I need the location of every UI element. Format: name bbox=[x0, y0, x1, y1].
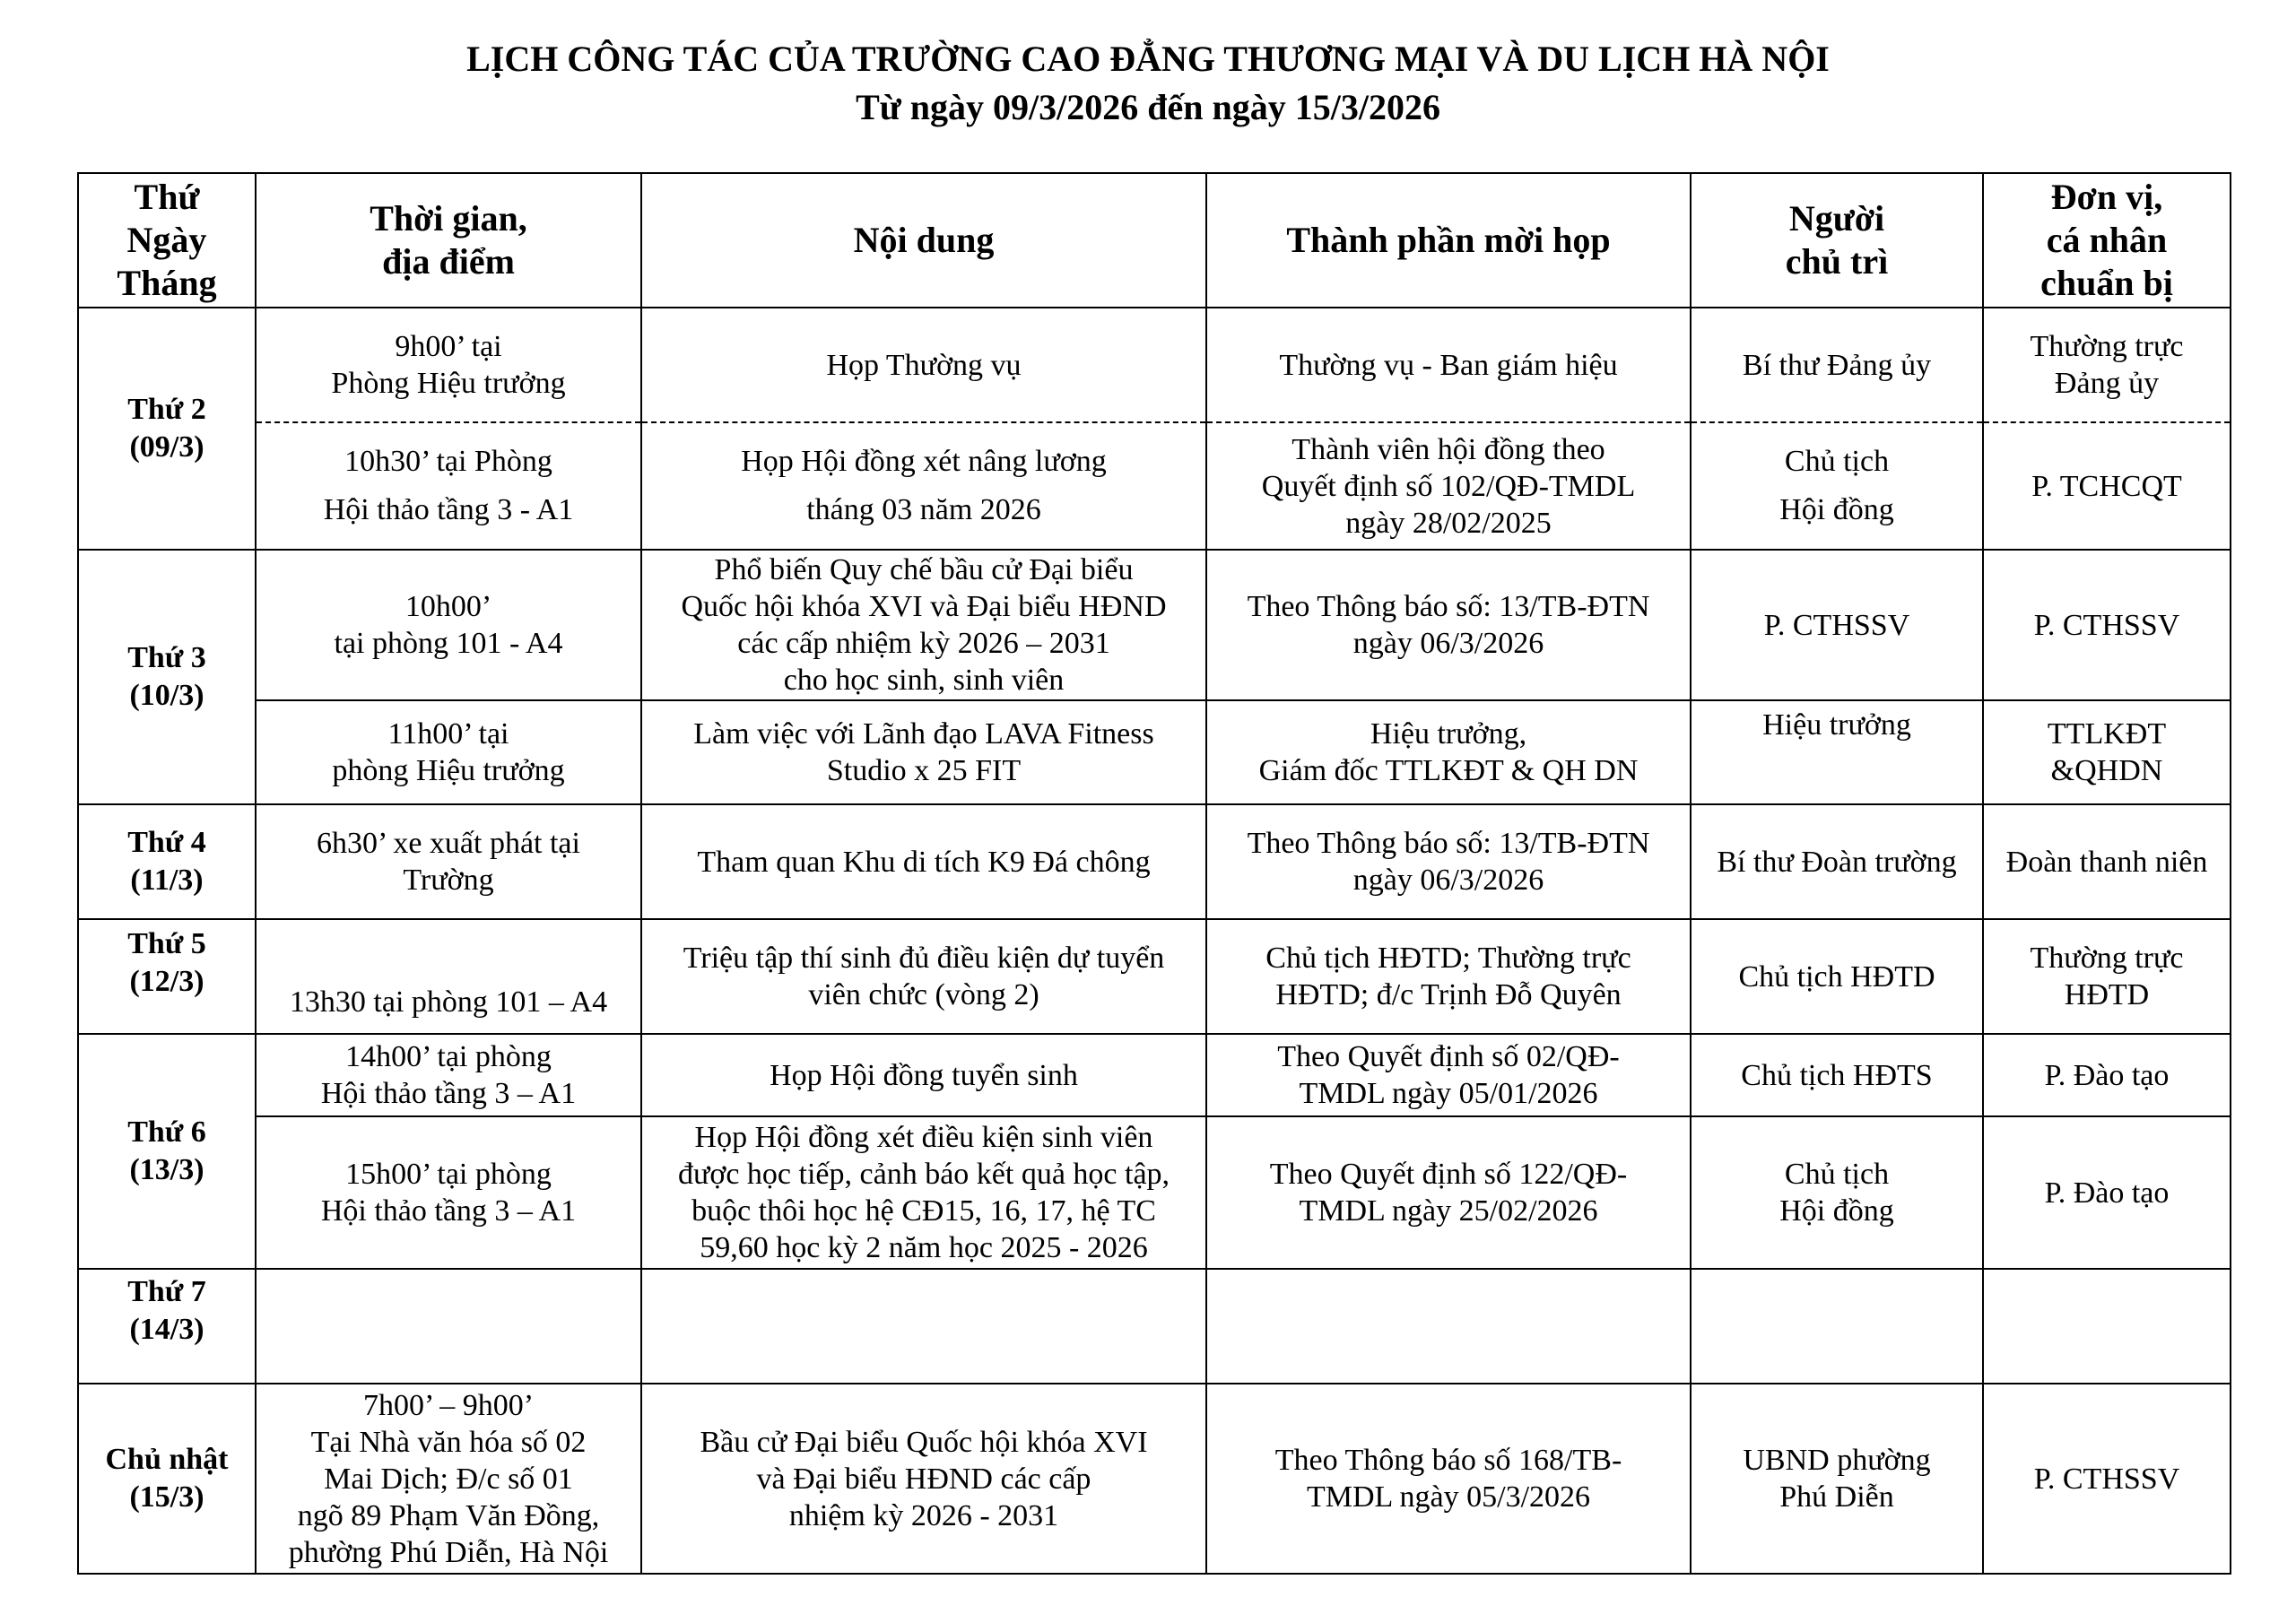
attendees-cell: Theo Thông báo số: 13/TB-ĐTN ngày 06/3/2026 bbox=[1206, 804, 1691, 919]
attendees-cell: Thường vụ - Ban giám hiệu bbox=[1206, 308, 1691, 422]
time-cell bbox=[256, 1269, 641, 1384]
table-row bbox=[78, 1269, 2231, 1384]
prep-cell: Thường trực Đảng ủy bbox=[1983, 308, 2231, 422]
prep-cell: P. CTHSSV bbox=[1983, 1384, 2231, 1574]
prep-cell bbox=[1983, 1269, 2231, 1384]
header-chair: Người chủ trì bbox=[1691, 173, 1983, 308]
day-cell: Thứ 4 (11/3) bbox=[78, 804, 256, 919]
day-cell: Thứ 5 (12/3) bbox=[78, 919, 256, 1034]
table-row bbox=[78, 1034, 2231, 1116]
time-cell: 11h00’ tại phòng Hiệu trưởng bbox=[256, 700, 641, 804]
header-day: Thứ Ngày Tháng bbox=[78, 173, 256, 308]
header-time: Thời gian, địa điểm bbox=[256, 173, 641, 308]
table-row bbox=[78, 700, 2231, 804]
time-cell: 10h30’ tại Phòng Hội thảo tầng 3 - A1 bbox=[256, 422, 641, 550]
chair-cell: Bí thư Đảng ủy bbox=[1691, 308, 1983, 422]
prep-cell: P. Đào tạo bbox=[1983, 1116, 2231, 1269]
prep-cell: P. CTHSSV bbox=[1983, 550, 2231, 700]
chair-cell: Hiệu trưởng bbox=[1691, 700, 1983, 804]
day-cell: Thứ 7 (14/3) bbox=[78, 1269, 256, 1384]
attendees-cell: Theo Quyết định số 122/QĐ- TMDL ngày 25/02/2026 bbox=[1206, 1116, 1691, 1269]
table-row bbox=[78, 550, 2231, 700]
chair-cell: P. CTHSSV bbox=[1691, 550, 1983, 700]
prep-cell: Đoàn thanh niên bbox=[1983, 804, 2231, 919]
table-row bbox=[78, 919, 2231, 1034]
header-prep: Đơn vị, cá nhân chuẩn bị bbox=[1983, 173, 2231, 308]
table-row bbox=[78, 308, 2231, 422]
content-cell: Triệu tập thí sinh đủ điều kiện dự tuyển viên chức (vòng 2) bbox=[641, 919, 1206, 1034]
attendees-cell: Theo Quyết định số 02/QĐ- TMDL ngày 05/01/2026 bbox=[1206, 1034, 1691, 1116]
prep-cell: P. Đào tạo bbox=[1983, 1034, 2231, 1116]
attendees-cell: Chủ tịch HĐTD; Thường trực HĐTD; đ/c Trịnh Đỗ Quyên bbox=[1206, 919, 1691, 1034]
chair-cell: UBND phường Phú Diễn bbox=[1691, 1384, 1983, 1574]
time-cell: 6h30’ xe xuất phát tại Trường bbox=[256, 804, 641, 919]
schedule-table bbox=[77, 172, 2231, 1575]
content-cell: Làm việc với Lãnh đạo LAVA Fitness Studio x 25 FIT bbox=[641, 700, 1206, 804]
day-cell: Chủ nhật (15/3) bbox=[78, 1384, 256, 1574]
header-row bbox=[78, 173, 2231, 308]
content-cell: Họp Hội đồng tuyển sinh bbox=[641, 1034, 1206, 1116]
content-cell: Phổ biến Quy chế bầu cử Đại biểu Quốc hội khóa XVI và Đại biểu HĐND các cấp nhiệm kỳ 2026 – 2031 cho học sinh, sinh viên bbox=[641, 550, 1206, 700]
time-cell: 10h00’ tại phòng 101 - A4 bbox=[256, 550, 641, 700]
chair-cell: Chủ tịch HĐTS bbox=[1691, 1034, 1983, 1116]
content-cell: Họp Thường vụ bbox=[641, 308, 1206, 422]
content-cell bbox=[641, 1269, 1206, 1384]
attendees-cell: Thành viên hội đồng theo Quyết định số 102/QĐ-TMDL ngày 28/02/2025 bbox=[1206, 422, 1691, 550]
document-subtitle: Từ ngày 09/3/2026 đến ngày 15/3/2026 bbox=[856, 87, 1440, 127]
time-cell: 13h30 tại phòng 101 – A4 bbox=[256, 919, 641, 1034]
content-cell: Bầu cử Đại biểu Quốc hội khóa XVI và Đại biểu HĐND các cấp nhiệm kỳ 2026 - 2031 bbox=[641, 1384, 1206, 1574]
time-cell: 15h00’ tại phòng Hội thảo tầng 3 – A1 bbox=[256, 1116, 641, 1269]
prep-cell: Thường trực HĐTD bbox=[1983, 919, 2231, 1034]
day-cell: Thứ 3 (10/3) bbox=[78, 550, 256, 804]
table-row bbox=[78, 1116, 2231, 1269]
prep-cell: P. TCHCQT bbox=[1983, 422, 2231, 550]
day-cell: Thứ 6 (13/3) bbox=[78, 1034, 256, 1269]
table-row bbox=[78, 804, 2231, 919]
time-cell: 14h00’ tại phòng Hội thảo tầng 3 – A1 bbox=[256, 1034, 641, 1116]
prep-cell: TTLKĐT &QHDN bbox=[1983, 700, 2231, 804]
table-row bbox=[78, 1384, 2231, 1574]
time-cell: 7h00’ – 9h00’ Tại Nhà văn hóa số 02 Mai Dịch; Đ/c số 01 ngõ 89 Phạm Văn Đồng, phường Phú Diễn, Hà Nội bbox=[256, 1384, 641, 1574]
attendees-cell: Theo Thông báo số 168/TB- TMDL ngày 05/3/2026 bbox=[1206, 1384, 1691, 1574]
chair-cell: Bí thư Đoàn trường bbox=[1691, 804, 1983, 919]
attendees-cell: Hiệu trưởng, Giám đốc TTLKĐT & QH DN bbox=[1206, 700, 1691, 804]
content-cell: Tham quan Khu di tích K9 Đá chông bbox=[641, 804, 1206, 919]
content-cell: Họp Hội đồng xét nâng lương tháng 03 năm 2026 bbox=[641, 422, 1206, 550]
chair-cell bbox=[1691, 1269, 1983, 1384]
time-cell: 9h00’ tại Phòng Hiệu trưởng bbox=[256, 308, 641, 422]
content-cell: Họp Hội đồng xét điều kiện sinh viên được học tiếp, cảnh báo kết quả học tập, buộc thôi học hệ CĐ15, 16, 17, hệ TC 59,60 học kỳ 2 năm học 2025 - 2026 bbox=[641, 1116, 1206, 1269]
header-attendees: Thành phần mời họp bbox=[1206, 173, 1691, 308]
attendees-cell: Theo Thông báo số: 13/TB-ĐTN ngày 06/3/2026 bbox=[1206, 550, 1691, 700]
chair-cell: Chủ tịch Hội đồng bbox=[1691, 422, 1983, 550]
document-title: LỊCH CÔNG TÁC CỦA TRƯỜNG CAO ĐẲNG THƯƠNG MẠI VÀ DU LỊCH HÀ NỘI bbox=[466, 39, 1830, 79]
table-row bbox=[78, 422, 2231, 550]
chair-cell: Chủ tịch HĐTD bbox=[1691, 919, 1983, 1034]
header-content: Nội dung bbox=[641, 173, 1206, 308]
chair-cell: Chủ tịch Hội đồng bbox=[1691, 1116, 1983, 1269]
day-cell: Thứ 2 (09/3) bbox=[78, 308, 256, 550]
attendees-cell bbox=[1206, 1269, 1691, 1384]
